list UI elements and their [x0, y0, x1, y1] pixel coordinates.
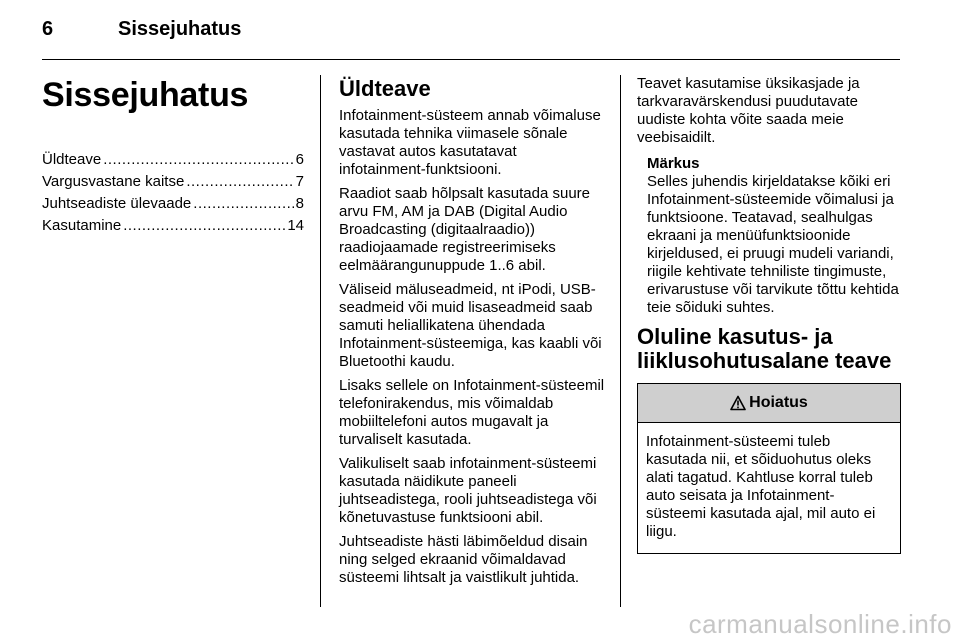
warning-triangle-icon	[730, 395, 746, 411]
column-divider	[320, 75, 321, 607]
toc-entry[interactable]	[42, 215, 304, 237]
body-paragraph: Valikuliselt saab infotainment-süsteemi kasutada näidikute paneeli juhtseadistega, rooli juhtseadistega või kõnetuvastuse funktsiooni abil.	[339, 455, 597, 526]
body-paragraph: Väliseid mäluseadmeid, nt iPodi, USB-seadmeid või muid lisaseadmeid saab samuti heliallikatena ühendada Infotainment-süsteemiga, kas kaabli või Bluetoothi kaudu.	[339, 281, 602, 370]
table-of-contents	[42, 149, 304, 237]
note-title: Märkus	[647, 155, 700, 172]
body-paragraph: Juhtseadiste hästi läbimõeldud disain ning selged ekraanid võimaldavad süsteemi lihtsalt ja vaistlikult juhtida.	[339, 533, 588, 586]
toc-entry-page: 14	[287, 217, 304, 234]
warning-title: Hoiatus	[749, 394, 808, 411]
column-divider	[620, 75, 621, 607]
body-paragraph: Lisaks sellele on Infotainment-süsteemil telefonirakendus, mis võimaldab mobiiltelefoni autos mugavalt ja turvaliselt kasutada.	[339, 377, 605, 448]
toc-entry-label: Juhtseadiste ülevaade	[42, 195, 192, 212]
toc-leader-dots	[123, 215, 285, 237]
warning-header	[638, 384, 900, 423]
column-toc	[42, 75, 304, 237]
body-paragraph: Infotainment-süsteem annab võimaluse kasutada tehnika viimasele sõnale vastavat autos kasutatavat infotainment-funktsiooni.	[339, 107, 601, 178]
note-box	[647, 155, 901, 317]
toc-entry-page: 7	[295, 173, 304, 190]
toc-entry[interactable]	[42, 149, 304, 171]
running-title: Sissejuhatus	[118, 18, 242, 40]
toc-entry-label: Kasutamine	[42, 217, 122, 234]
chapter-title: Sissejuhatus	[42, 76, 249, 114]
toc-leader-dots	[103, 149, 293, 171]
page-number: 6	[42, 18, 54, 40]
toc-entry-label: Üldteave	[42, 151, 102, 168]
toc-entry-page: 8	[295, 195, 304, 212]
warning-text: Infotainment-süsteemi tuleb kasutada nii, et sõiduohutus oleks alati tagatud. Kahtluse korral tuleb auto seisata ja Infotainment-süsteemi kasutada ajal, mil auto ei liigu.	[646, 433, 876, 540]
toc-entry[interactable]	[42, 171, 304, 193]
toc-leader-dots	[193, 193, 293, 215]
section-heading-general: Üldteave	[339, 76, 431, 101]
note-text: Selles juhendis kirjeldatakse kõiki eri Infotainment-süsteemide võimalusi ja funktsioone. Teatavad, sealhulgas ekraani ja menüüfunktsioonide kirjeldused, ei pruugi mudeli variandi, riigile kehtivate tehniliste tingimuste, erivarustuse või tarvikute tõttu kehtida teie sõiduki suhtes.	[647, 173, 899, 316]
toc-entry[interactable]	[42, 193, 304, 215]
toc-entry-label: Vargusvastane kaitse	[42, 173, 185, 190]
toc-leader-dots	[186, 171, 293, 193]
toc-entry-page: 6	[295, 151, 304, 168]
body-paragraph: Raadiot saab hõlpsalt kasutada suure arvu FM, AM ja DAB (Digital Audio Broadcasting (digitaalraadio)) raadiojaamade registreerimiseks eelmäärangunuppude 1..6 abil.	[339, 185, 591, 274]
column-safety	[637, 75, 901, 554]
warning-box	[637, 383, 901, 554]
section-heading-safety: Oluline kasutus- ja liiklusohutusalane teave	[637, 324, 892, 373]
intro-paragraph: Teavet kasutamise üksikasjade ja tarkvaravärskendusi puudutavate uudiste kohta võite saada meie veebisaidilt.	[637, 75, 860, 146]
header-rule	[42, 59, 900, 60]
watermark: carmanualsonline.info	[688, 609, 952, 639]
column-general-info	[339, 75, 605, 593]
